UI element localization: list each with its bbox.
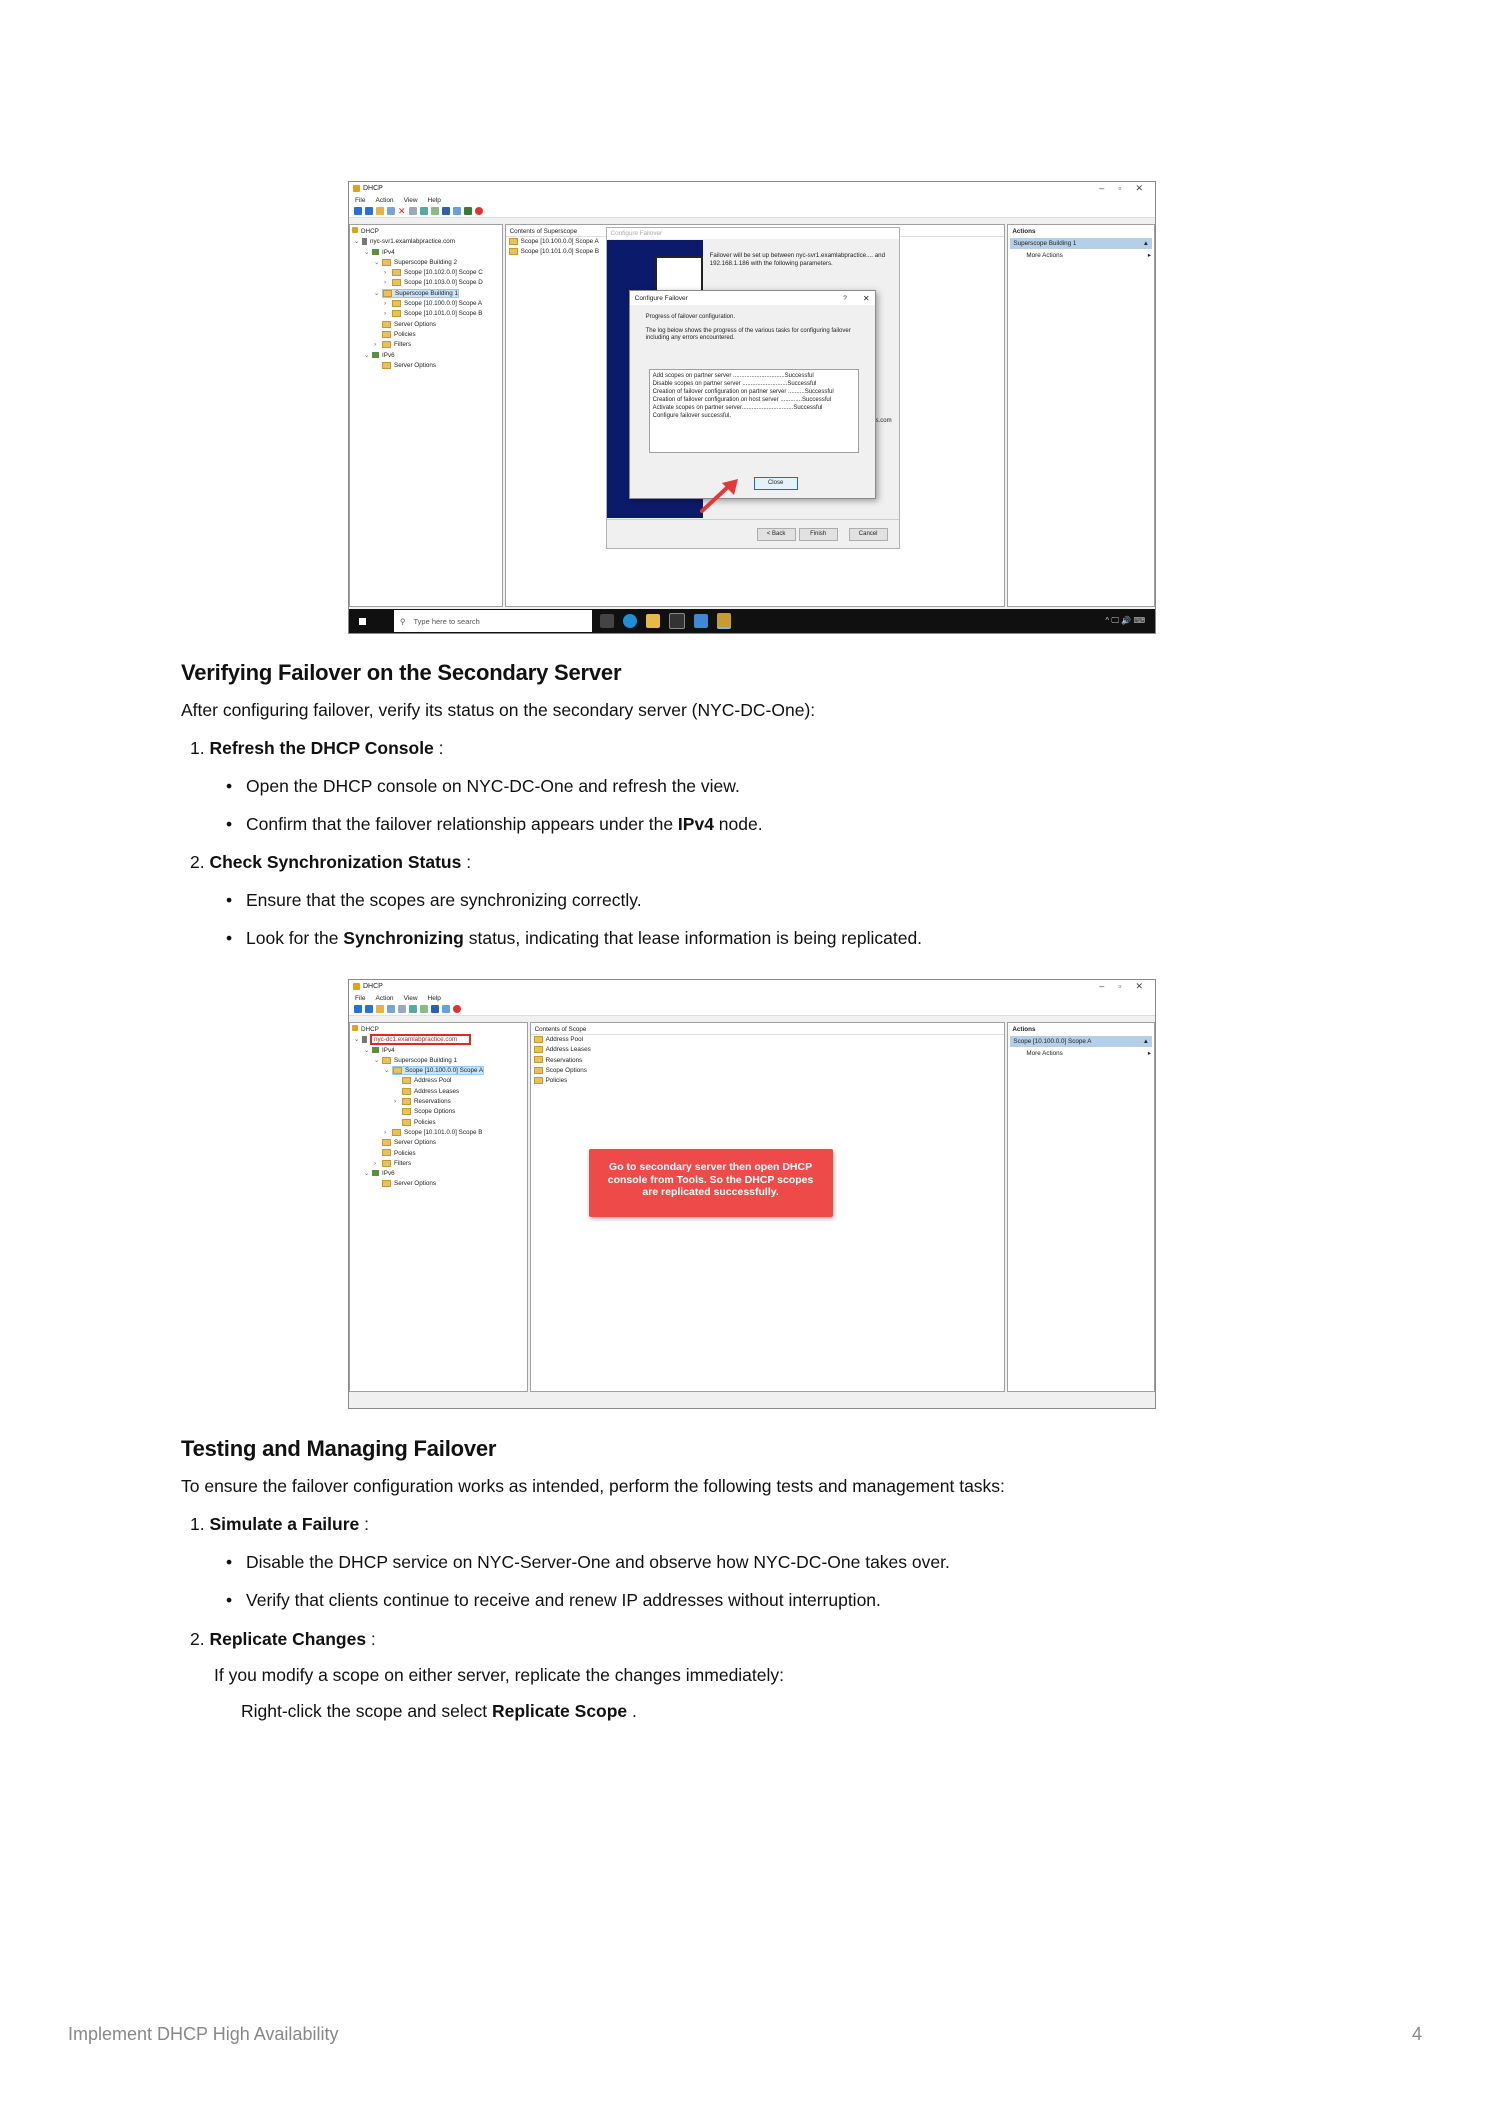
dialog-close-icon[interactable]: ✕	[862, 293, 870, 303]
properties-icon[interactable]	[398, 1005, 406, 1013]
dialog-heading: Progress of failover configuration.	[645, 314, 736, 320]
system-tray[interactable]: ^ 🖵 🔊 ⌨	[1105, 616, 1145, 625]
window-controls	[1099, 981, 1151, 992]
folder-icon	[534, 1046, 543, 1053]
step-note: If you modify a scope on either server, replicate the changes immediately:	[214, 1665, 785, 1685]
server-icon	[362, 1036, 367, 1043]
tree-superscope-1[interactable]: ⌄ Superscope Building 1	[374, 1056, 458, 1064]
folder-icon	[509, 238, 518, 245]
tree-superscope-2[interactable]: ⌄ Superscope Building 2	[374, 258, 458, 266]
folder-icon	[382, 1149, 391, 1156]
folder-icon	[382, 259, 391, 266]
window-title: DHCP	[363, 185, 383, 192]
export-icon[interactable]	[420, 1005, 428, 1013]
cancel-button[interactable]: Cancel	[849, 528, 888, 541]
contents-item[interactable]: Reservations	[531, 1056, 1005, 1066]
actions-selected[interactable]: Scope [10.100.0.0] Scope A ▲	[1010, 1036, 1152, 1047]
dialog-fragment-text: s.com	[875, 418, 892, 424]
filter-icon	[382, 341, 391, 348]
contents-item[interactable]: Address Pool	[531, 1035, 1005, 1045]
bullet-item: • Look for the Synchronizing status, indicating that lease information is being replicated.	[246, 928, 922, 949]
dhcp-icon	[353, 983, 360, 990]
folder-icon	[534, 1036, 543, 1043]
contents-pane	[530, 1022, 1006, 1392]
step-title: Simulate a Failure	[209, 1514, 360, 1534]
tree-superscope-1[interactable]: ⌄ Superscope Building 1	[374, 289, 459, 297]
tree-address-leases[interactable]: Address Leases	[352, 1087, 527, 1097]
finish-button[interactable]: Finish	[799, 528, 838, 541]
step-replicate: 2. Replicate Changes :	[190, 1629, 376, 1649]
bullet-item: • Disable the DHCP service on NYC-Server-One and observe how NYC-DC-One takes over.	[246, 1552, 950, 1573]
stop-icon[interactable]	[453, 1005, 461, 1013]
close-icon[interactable]: ✕	[1135, 183, 1143, 193]
log-line: Creation of failover configuration on host server .............Successful	[652, 397, 832, 403]
terminal-icon[interactable]	[669, 613, 685, 629]
ipv6-icon	[372, 352, 379, 358]
log-line: Disable scopes on partner server ...........................Successful	[652, 381, 817, 387]
footer-title: Implement DHCP High Availability	[68, 2024, 339, 2044]
dhcp-icon	[353, 185, 360, 192]
view-icon[interactable]	[453, 207, 461, 215]
tree-dhcp[interactable]: DHCP	[352, 1025, 527, 1035]
log-line: Activate scopes on partner server...............................Successful	[652, 405, 823, 411]
highlighted-server: nyc-dc1.examlabpractice.com	[370, 1034, 471, 1045]
maximize-icon[interactable]: ▫	[1118, 981, 1122, 991]
refresh-icon[interactable]	[409, 1005, 417, 1013]
tree-ipv4[interactable]: ⌄ IPv4	[364, 248, 395, 256]
log-line: Configure failover successful.	[652, 413, 731, 419]
collapse-icon: ▲	[1142, 240, 1150, 247]
menu-action[interactable]: Action	[375, 994, 394, 1002]
folder-icon	[402, 1088, 411, 1095]
menu-help[interactable]: Help	[427, 196, 441, 204]
menu-view[interactable]: View	[403, 994, 418, 1002]
dhcp-icon	[352, 227, 358, 233]
folder-icon	[534, 1067, 543, 1074]
folder-icon	[402, 1077, 411, 1084]
folder-icon	[382, 362, 391, 369]
folder-icon	[402, 1098, 411, 1105]
page-number: 4	[1412, 2024, 1423, 2044]
bullet-item: • Verify that clients continue to receive and renew IP addresses without interruption.	[246, 1590, 881, 1611]
step-sync: 2. Check Synchronization Status :	[190, 852, 472, 872]
ipv4-icon	[372, 249, 379, 255]
tree-scope-a[interactable]: › Scope [10.100.0.0] Scope A	[384, 300, 483, 308]
log-line: Add scopes on partner server ...............................Successful	[652, 373, 814, 379]
contents-item[interactable]: Scope Options	[531, 1066, 1005, 1076]
callout-note: Go to secondary server then open DHCP console from Tools. So the DHCP scopes are replicated successfully.	[589, 1149, 833, 1217]
step-title: Refresh the DHCP Console	[209, 738, 434, 758]
show-tree-icon[interactable]	[387, 207, 395, 215]
window-title: DHCP	[363, 983, 383, 990]
chevron-right-icon: ▸	[1147, 252, 1152, 259]
dhcp-icon	[352, 1025, 358, 1031]
chevron-right-icon: ▸	[1147, 1050, 1152, 1057]
folder-icon	[382, 1139, 391, 1146]
bullet-item: • Open the DHCP console on NYC-DC-One and refresh the view.	[246, 776, 740, 797]
toolbar	[349, 205, 1155, 218]
folder-icon	[392, 300, 401, 307]
annotation-arrow-icon	[696, 477, 746, 517]
tree-policies[interactable]: Policies	[352, 1149, 527, 1159]
folder-icon	[382, 1180, 391, 1187]
folder-icon	[402, 1108, 411, 1115]
back-arrow-icon[interactable]	[354, 1005, 362, 1013]
actions-pane	[1007, 224, 1155, 607]
tree-server[interactable]: ⌄ nyc-dc1.examlabpractice.com	[352, 1035, 527, 1045]
taskbar-search[interactable]: ⚲ Type here to search	[394, 610, 592, 632]
monitor-icon[interactable]	[464, 207, 472, 215]
folder-icon	[509, 248, 518, 255]
step-title: Check Synchronization Status	[209, 852, 462, 872]
tree-ipv6[interactable]: ⌄ IPv6	[364, 351, 395, 359]
tree-ipv6-server-options[interactable]: Server Options	[352, 1179, 527, 1189]
folder-icon	[392, 279, 401, 286]
contents-header: Contents of Superscope	[506, 225, 1005, 237]
contents-item[interactable]: Scope [10.101.0.0] Scope B	[506, 247, 1005, 257]
bullet-item: • Confirm that the failover relationship appears under the IPv4 node.	[246, 814, 763, 835]
menu-bar	[349, 993, 1155, 1003]
tree-filters[interactable]: › Filters	[374, 341, 412, 349]
section-heading-testing: Testing and Managing Failover	[181, 1436, 497, 1461]
folder-icon	[392, 269, 401, 276]
step-refresh: 1. Refresh the DHCP Console :	[190, 738, 444, 758]
contents-header: Contents of Scope	[531, 1023, 1005, 1035]
collapse-icon: ▲	[1142, 1038, 1150, 1045]
tree-reservations[interactable]: › Reservations	[394, 1098, 451, 1106]
forward-arrow-icon[interactable]	[365, 207, 373, 215]
folder-icon	[393, 1067, 402, 1074]
section-intro: To ensure the failover configuration works as intended, perform the following tests and management tasks:	[181, 1476, 1005, 1496]
forward-arrow-icon[interactable]	[365, 1005, 373, 1013]
taskbar	[349, 609, 1155, 633]
up-folder-icon[interactable]	[376, 207, 384, 215]
properties-icon[interactable]	[409, 207, 417, 215]
task-view-icon[interactable]	[600, 614, 614, 628]
dhcp-taskbar-icon[interactable]	[717, 613, 731, 629]
dialog-help-icon[interactable]: ?	[843, 294, 847, 302]
tree-ipv4[interactable]: ⌄ IPv4	[364, 1046, 395, 1054]
tree-ipv6[interactable]: ⌄ IPv6	[364, 1170, 395, 1178]
window-titlebar	[349, 980, 1155, 993]
tree-scope-c[interactable]: › Scope [10.102.0.0] Scope C	[384, 269, 483, 277]
tree-server[interactable]: ⌄ nyc-svr1.examlabpractice.com	[354, 238, 456, 246]
menu-file[interactable]: File	[355, 994, 366, 1002]
file-explorer-icon[interactable]	[646, 614, 660, 628]
contents-item[interactable]: Policies	[531, 1076, 1005, 1086]
folder-icon	[382, 1057, 391, 1064]
wizard-button-row	[607, 519, 899, 548]
section-heading-verifying: Verifying Failover on the Secondary Server	[181, 660, 622, 685]
menu-help[interactable]: Help	[427, 994, 441, 1002]
actions-header: Actions	[1012, 1026, 1036, 1033]
up-folder-icon[interactable]	[376, 1005, 384, 1013]
log-line: Creation of failover configuration on partner server ..........Successful	[652, 389, 834, 395]
folder-icon	[383, 290, 392, 297]
tree-policies[interactable]: Policies	[352, 330, 502, 340]
menu-bar	[349, 195, 1155, 205]
folder-icon	[534, 1056, 543, 1063]
view-icon[interactable]	[442, 1005, 450, 1013]
tree-server-options[interactable]: Server Options	[352, 320, 502, 330]
progress-log[interactable]	[649, 369, 859, 453]
tree-scope-options[interactable]: Scope Options	[352, 1107, 527, 1117]
actions-pane	[1007, 1022, 1155, 1392]
tree-scope-b[interactable]: › Scope [10.101.0.0] Scope B	[384, 1128, 483, 1136]
help-icon[interactable]	[442, 207, 450, 215]
tree-filters[interactable]: › Filters	[374, 1159, 412, 1167]
dialog-title: Configure Failover	[634, 294, 688, 302]
maximize-icon[interactable]: ▫	[1118, 183, 1122, 193]
start-icon[interactable]	[359, 618, 366, 625]
wizard-intro: Failover will be set up between nyc-svr1.examlabpractice.... and 192.168.1.186 with the following parameters.	[709, 252, 886, 267]
delete-icon[interactable]: ✕	[398, 206, 406, 216]
window-titlebar	[349, 182, 1155, 195]
dialog-description: The log below shows the progress of the various tasks for configuring failover including any errors encountered.	[645, 328, 851, 342]
tree-scope-a[interactable]: ⌄ Scope [10.100.0.0] Scope A	[384, 1067, 484, 1075]
folder-icon	[382, 321, 391, 328]
back-button[interactable]: < Back	[757, 528, 796, 541]
ipv6-icon	[372, 1170, 379, 1176]
server-icon	[362, 238, 367, 245]
search-icon: ⚲	[400, 616, 406, 626]
folder-icon	[392, 310, 401, 317]
show-tree-icon[interactable]	[387, 1005, 395, 1013]
stop-icon[interactable]	[475, 207, 483, 215]
tree-dhcp[interactable]: DHCP	[352, 227, 502, 237]
menu-view[interactable]: View	[403, 196, 418, 204]
menu-file[interactable]: File	[355, 196, 366, 204]
tree-pane	[349, 1022, 528, 1392]
window-controls	[1099, 183, 1151, 194]
minimize-icon[interactable]: –	[1099, 183, 1105, 193]
close-icon[interactable]: ✕	[1135, 981, 1143, 991]
step-title: Replicate Changes	[209, 1629, 367, 1649]
dialog-titlebar	[630, 291, 875, 305]
tree-address-pool[interactable]: Address Pool	[352, 1076, 527, 1086]
step-substep: Right-click the scope and select Replicate Scope .	[241, 1701, 637, 1721]
help-icon[interactable]	[431, 1005, 439, 1013]
actions-header: Actions	[1012, 228, 1036, 235]
tree-scope-policies[interactable]: Policies	[352, 1118, 527, 1128]
refresh-icon[interactable]	[420, 207, 428, 215]
export-icon[interactable]	[431, 207, 439, 215]
section-intro: After configuring failover, verify its status on the secondary server (NYC-DC-One):	[181, 700, 816, 720]
contents-item[interactable]: Address Leases	[531, 1045, 1005, 1055]
dialog-close-button[interactable]: Close	[754, 477, 798, 490]
edge-icon[interactable]	[623, 614, 637, 628]
ipv4-icon	[372, 1047, 379, 1053]
toolbar	[349, 1003, 1155, 1016]
tree-scope-b[interactable]: › Scope [10.101.0.0] Scope B	[384, 310, 483, 318]
folder-icon	[534, 1077, 543, 1084]
tree-pane	[349, 224, 503, 607]
more-actions[interactable]: More Actions ▸	[1026, 252, 1152, 259]
progress-dialog	[629, 290, 876, 499]
folder-icon	[382, 331, 391, 338]
contents-item[interactable]: Scope [10.100.0.0] Scope A	[506, 237, 1005, 247]
actions-selected[interactable]: Superscope Building 1 ▲	[1010, 238, 1152, 249]
server-manager-icon[interactable]	[694, 614, 708, 628]
tree-scope-d[interactable]: › Scope [10.103.0.0] Scope D	[384, 279, 483, 287]
contents-pane	[505, 224, 1006, 607]
folder-icon	[392, 1129, 401, 1136]
step-simulate: 1. Simulate a Failure :	[190, 1514, 369, 1534]
minimize-icon[interactable]: –	[1099, 981, 1105, 991]
back-arrow-icon[interactable]	[354, 207, 362, 215]
screenshot-failover-dialog	[348, 181, 1156, 634]
screenshot-secondary-console	[348, 979, 1156, 1409]
more-actions[interactable]: More Actions ▸	[1026, 1050, 1152, 1057]
wizard-title: Configure Failover	[607, 228, 899, 239]
folder-icon	[402, 1119, 411, 1126]
filter-icon	[382, 1160, 391, 1167]
tree-server-options[interactable]: Server Options	[352, 1138, 527, 1148]
bullet-item: • Ensure that the scopes are synchronizing correctly.	[246, 890, 642, 911]
tree-ipv6-server-options[interactable]: Server Options	[352, 361, 502, 371]
menu-action[interactable]: Action	[375, 196, 394, 204]
